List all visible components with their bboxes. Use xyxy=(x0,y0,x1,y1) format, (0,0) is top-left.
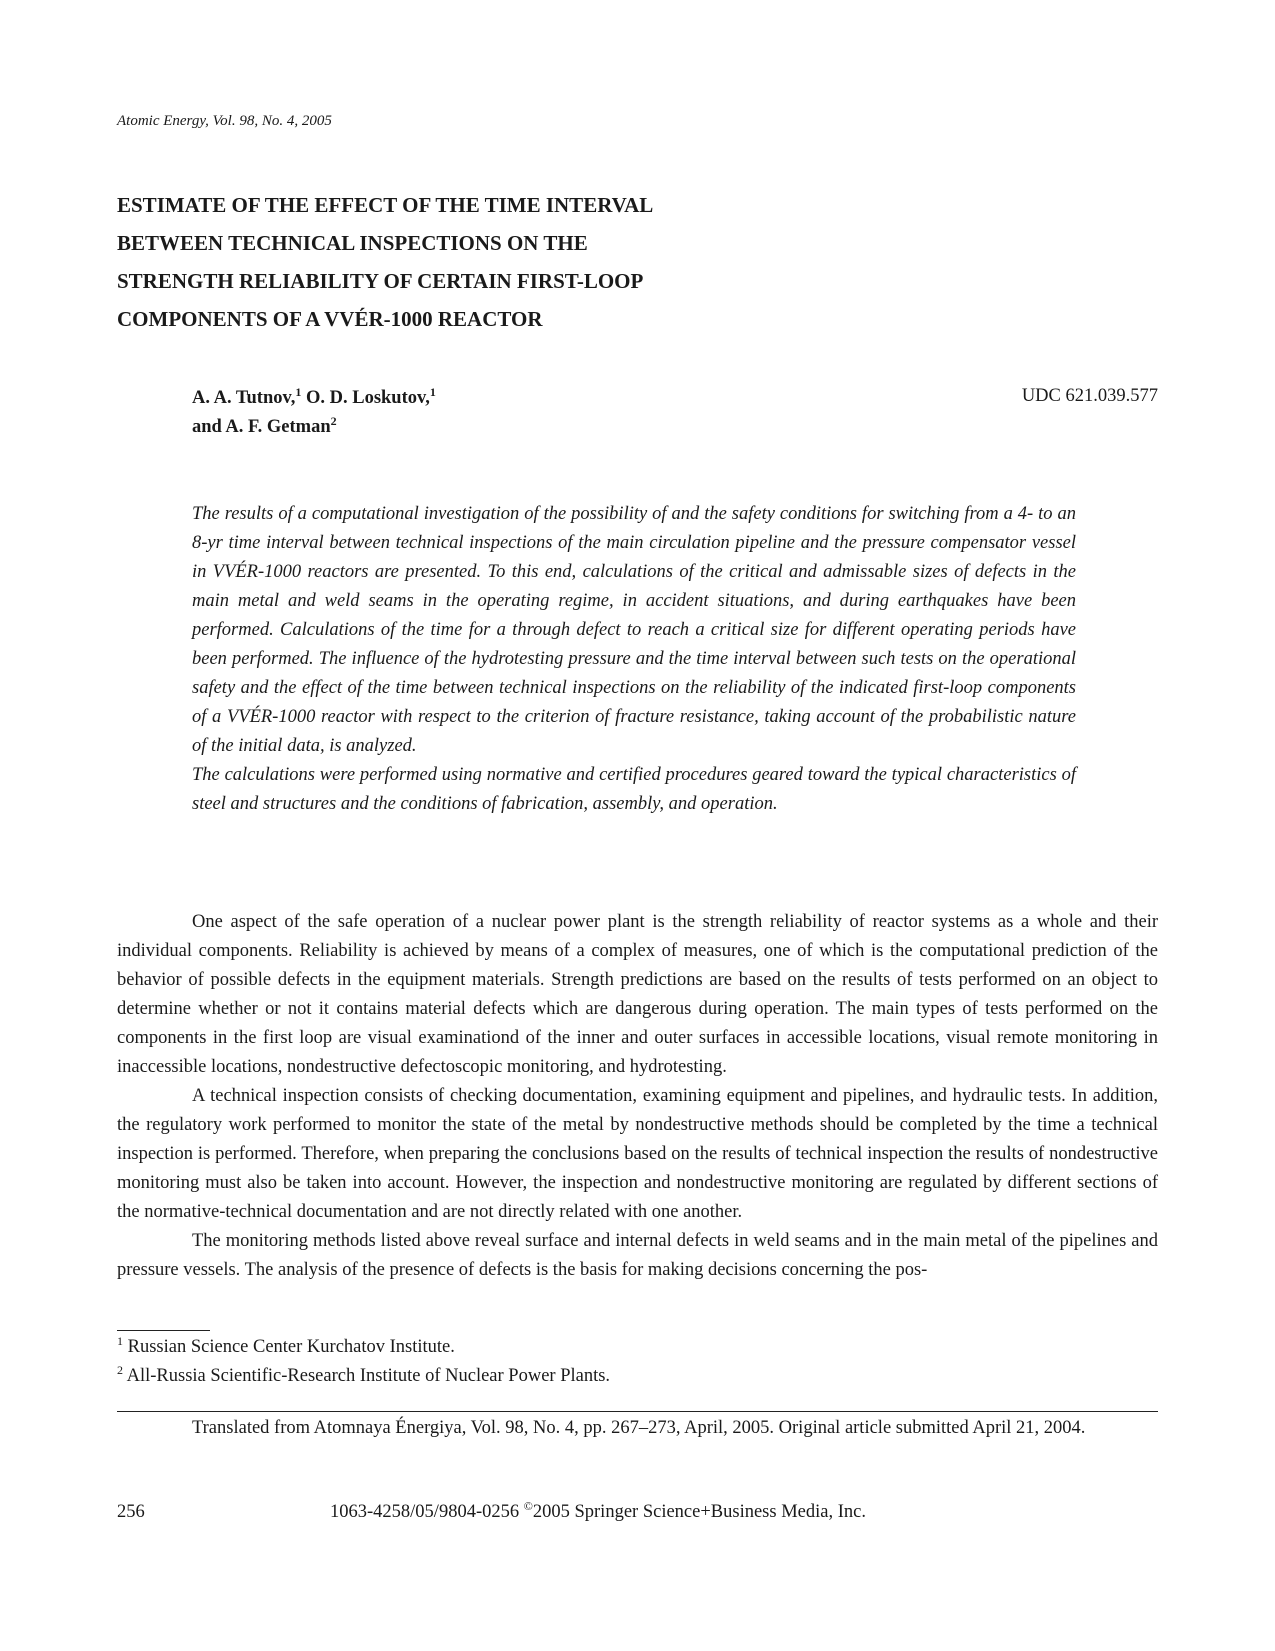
title-line: ESTIMATE OF THE EFFECT OF THE TIME INTERVAL xyxy=(117,193,654,217)
author-name: and A. F. Getman xyxy=(192,417,331,437)
translation-divider xyxy=(117,1411,1158,1412)
affiliation-mark: 2 xyxy=(330,413,337,428)
author-line xyxy=(192,413,436,442)
footnote-mark: 2 xyxy=(117,1362,123,1377)
title-line: STRENGTH RELIABILITY OF CERTAIN FIRST-LOOP xyxy=(117,269,644,293)
translation-note xyxy=(117,1414,1158,1443)
footnote-divider xyxy=(117,1330,210,1331)
body-text xyxy=(117,908,1158,1285)
body-paragraph: A technical inspection consists of checking documentation, examining equipment and pipelines, and hydraulic tests. In addition, the regulatory work performed to monitor the state of the metal by nondestructive methods should be completed by the time a technical inspection is performed. Therefore, when preparing the conclusions based on the results of technical inspection the results of nondestructive monitoring must also be taken into account. However, the inspection and nondestructive monitoring are regulated by different sections of the normative-technical documentation and are not directly related with one another. xyxy=(117,1086,1158,1222)
abstract-paragraph: The results of a computational investigation of the possibility of and the safety conditions for switching from a 4- to an 8-yr time interval between technical inspections of the main circulation pipeline and the pressure compensator vessel in VVÉR-1000 reactors are presented. To this end, calculations of the critical and admissable sizes of defects in the main metal and weld seams in the operating regime, in accident situations, and during earthquakes have been performed. Calculations of the time for a through defect to reach a critical size for different operating periods have been performed. The influence of the hydrotesting pressure and the time interval between such tests on the operational safety and the effect of the time between technical inspections on the reliability of the indicated first-loop components of a VVÉR-1000 reactor with respect to the criterion of fracture resistance, taking account of the probabilistic nature of the initial data, is analyzed. xyxy=(192,504,1076,756)
issn-code: 1063-4258/05/9804-0256 xyxy=(330,1502,524,1522)
footnote-text: All-Russia Scientific-Research Institute of Nuclear Power Plants. xyxy=(123,1366,611,1386)
author-name: A. A. Tutnov, xyxy=(192,388,296,408)
author-list xyxy=(192,384,436,442)
title-line: COMPONENTS OF A VVÉR-1000 REACTOR xyxy=(117,307,543,331)
title-line: BETWEEN TECHNICAL INSPECTIONS ON THE xyxy=(117,231,588,255)
translation-text: Translated from Atomnaya Énergiya, Vol. 98, No. 4, pp. 267–273, April, 2005. Original article submitted April 21, 2004. xyxy=(192,1418,1086,1438)
body-paragraph: One aspect of the safe operation of a nuclear power plant is the strength reliability of reactor systems as a whole and their individual components. Reliability is achieved by means of a complex of measures, one of which is the computational prediction of the behavior of possible defects in the equipment materials. Strength predictions are based on the results of tests performed on an object to determine whether or not it contains material defects which are dangerous during operation. The main types of tests performed on the components in the first loop are visual examinationd of the inner and outer surfaces in accessible locations, visual remote monitoring in inaccessible locations, nondestructive defectoscopic monitoring, and hydrotesting. xyxy=(117,912,1158,1077)
footnotes xyxy=(117,1333,610,1391)
copyright-line xyxy=(330,1498,866,1523)
footnote xyxy=(117,1362,610,1391)
copyright-symbol: © xyxy=(523,1498,533,1513)
affiliation-mark: 1 xyxy=(295,384,302,399)
copyright-text: 2005 Springer Science+Business Media, Inc. xyxy=(532,1502,866,1522)
footnote xyxy=(117,1333,610,1362)
affiliation-mark: 1 xyxy=(429,384,436,399)
abstract-paragraph: The calculations were performed using normative and certified procedures geared toward the typical characteristics of steel and structures and the conditions of fabrication, assembly, and operation. xyxy=(192,765,1076,814)
footnote-mark: 1 xyxy=(117,1333,123,1348)
author-line xyxy=(192,384,436,413)
page-number: 256 xyxy=(117,1502,145,1522)
author-name: O. D. Loskutov, xyxy=(301,388,430,408)
abstract xyxy=(192,500,1076,819)
article-title xyxy=(117,186,837,338)
journal-citation: Atomic Energy, Vol. 98, No. 4, 2005 xyxy=(117,113,332,129)
footnote-text: Russian Science Center Kurchatov Institute. xyxy=(123,1337,455,1357)
udc-code: UDC 621.039.577 xyxy=(1021,386,1158,406)
body-paragraph: The monitoring methods listed above reveal surface and internal defects in weld seams and in the main metal of the pipelines and pressure vessels. The analysis of the presence of defects is the basis for making decisions concerning the pos- xyxy=(117,1231,1158,1280)
